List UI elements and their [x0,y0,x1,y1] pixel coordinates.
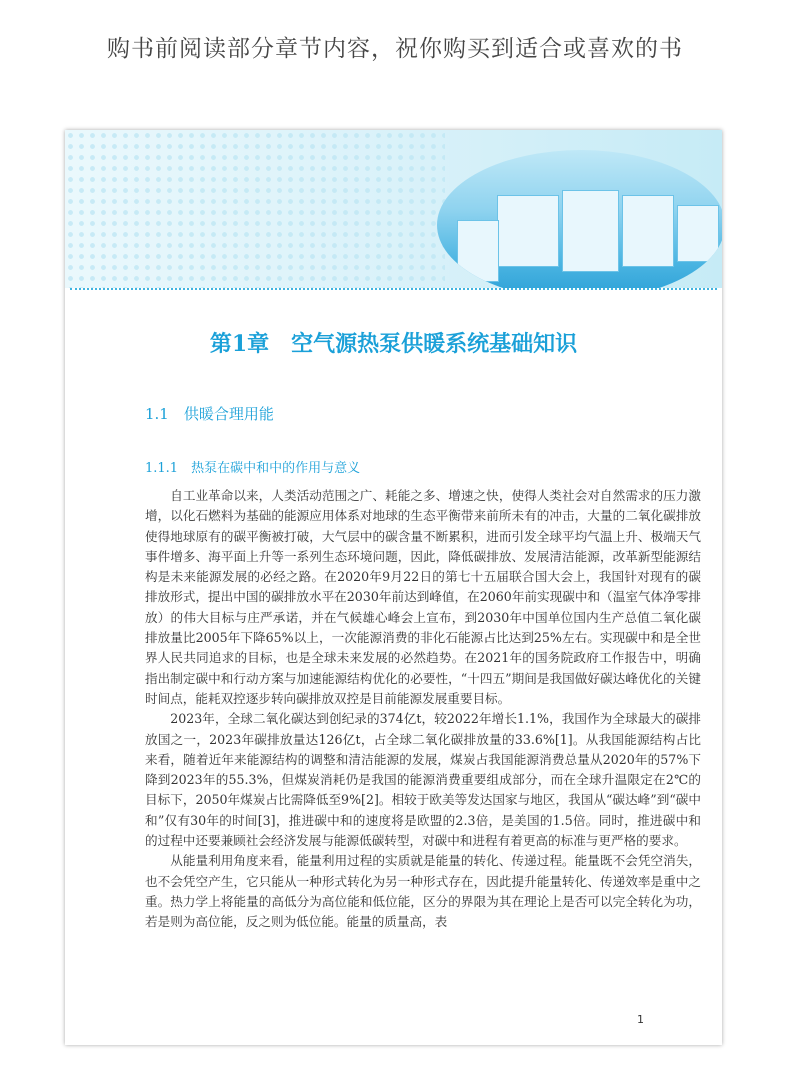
book-page [65,130,722,1045]
page-number: 1 [637,1013,644,1026]
paragraph: 自工业革命以来，人类活动范围之广、耗能之多、增速之快，使得人类社会对自然需求的压力激增，以化石燃料为基础的能源应用体系对地球的生态平衡带来前所未有的冲击，大量的二氧化碳排放使得地球原有的碳平衡被打破，大气层中的碳含量不断累积，进而引发全球平均气温上升、极端天气事件增多、海平面上升等一系列生态环境问题，因此，降低碳排放、发展清洁能源，改革新型能源结构是未来能源发展的必经之路。在2020年9月22日的第七十五届联合国大会上，我国针对现有的碳排放形式，提出中国的碳排放水平在2030年前达到峰值，在2060年前实现碳中和（温室气体净零排放）的伟大目标与庄严承诺，并在气候雄心峰会上宣布，到2030年中国单位国内生产总值二氧化碳排放量比2005年下降65%以上，一次能源消费的非化石能源占比达到25%左右。实现碳中和是全世界人民共同追求的目标，也是全球未来发展的必然趋势。在2021年的国务院政府工作报告中，明确指出制定碳中和行动方案与加速能源结构优化的必要性，“十四五”期间是我国做好碳达峰优化的关键时间点，能耗双控逐步转向碳排放双控是目前能源发展重要目标。 [145,488,701,706]
section-heading: 1.1 供暖合理用能 [145,405,274,423]
chapter-header-graphic [65,130,722,288]
paragraph: 从能量利用角度来看，能量利用过程的实质就是能量的转化、传递过程。能量既不会凭空消失，也不会凭空产生，它只能从一种形式转化为另一种形式存在，因此提升能量转化、传递效率是重中之重。热力学上将能量的高低分为高位能和低位能，区分的界限为其在理论上是否可以完全转化为功，若是则为高位能，反之则为低位能。能量的质量高，表 [145,853,701,930]
subsection-heading: 1.1.1 热泵在碳中和中的作用与意义 [145,461,361,476]
divider [70,288,717,290]
chapter-title: 第1章 空气源热泵供暖系统基础知识 [209,331,578,357]
body-text [145,486,701,933]
promo-banner: 购书前阅读部分章节内容，祝你购买到适合或喜欢的书 [107,36,683,62]
dot-pattern [65,130,445,288]
paragraph: 2023年，全球二氧化碳达到创纪录的374亿t，较2022年增长1.1%，我国作为全球最大的碳排放国之一，2023年碳排放量达126亿t，占全球二氧化碳排放量的33.6%[1]。从我国能源结构占比来看，随着近年来能源结构的调整和清洁能源的发展，煤炭占我国能源消费总量从2020年的57%下降到2023年的55.3%，但煤炭消耗仍是我国的能源消费重要组成部分，而在全球升温限定在2℃的目标下，2050年煤炭占比需降低至9%[2]。相较于欧美等发达国家与地区，我国从“碳达峰”到“碳中和”仅有30年的时间[3]，推进碳中和的速度将是欧盟的2.3倍，是美国的1.5倍。同时，推进碳中和的过程中还要兼顾社会经济发展与能源低碳转型，对碳中和进程有着更高的标准与更严格的要求。 [145,711,701,849]
heat-pump-photo [437,150,722,288]
